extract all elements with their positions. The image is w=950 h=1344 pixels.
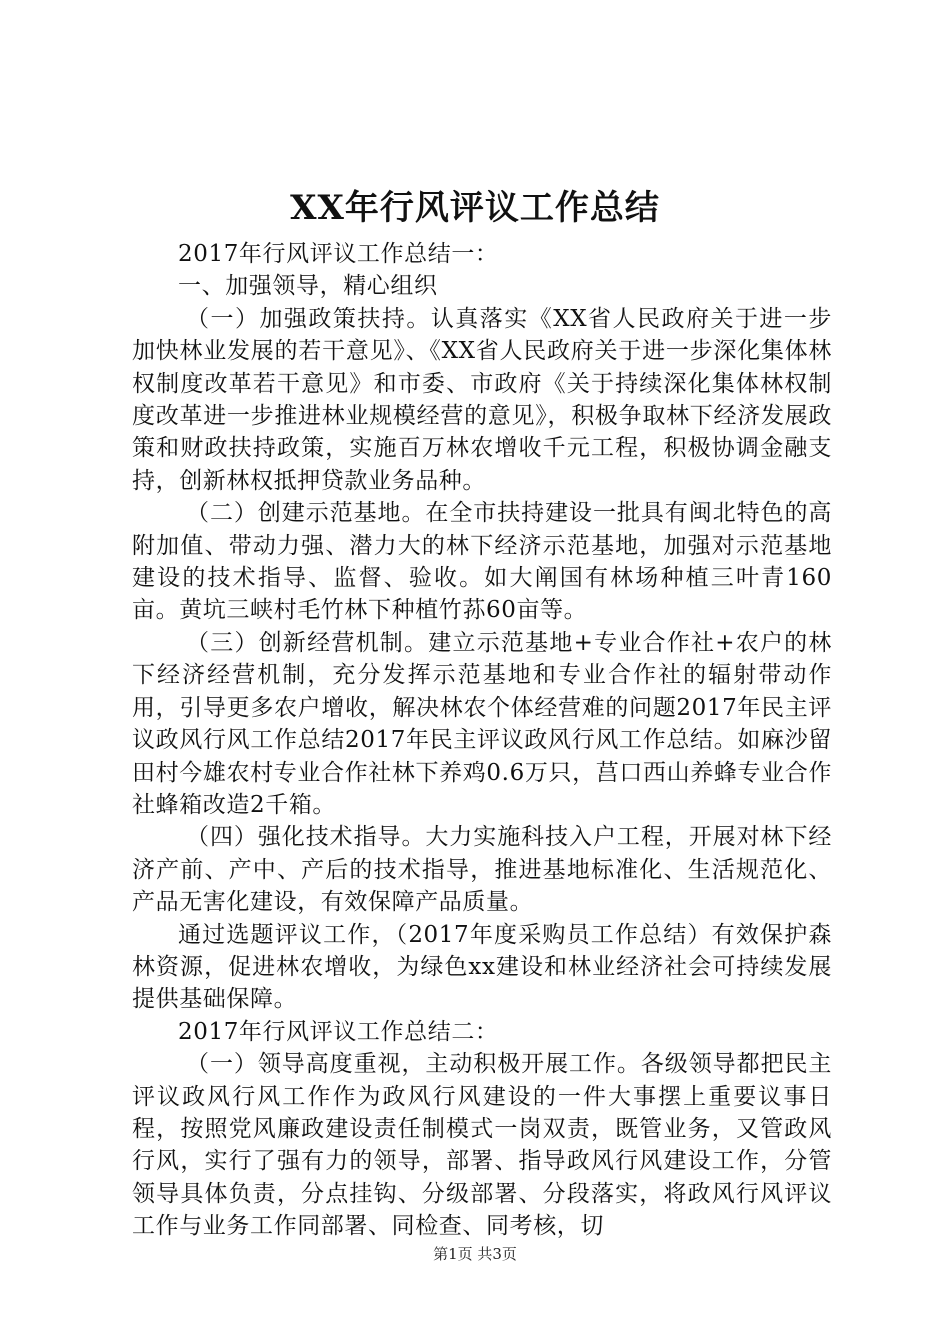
paragraph-summary: 通过选题评议工作，（2017年度采购员工作总结）有效保护森林资源，促进林农增收，为绿色xx建设和林业经济社会可持续发展提供基础保障。 [132,921,832,1013]
page-footer: 第1页 共3页 [433,1245,517,1263]
paragraph-leadership: （一）领导高度重视，主动积极开展工作。各级领导都把民主评议政风行风工作作为政风行风建设的一件大事摆上重要议事日程，按照党风廉政建设责任制模式一岗双责，既管业务，又管政风行风，实行了强有力的领导，部署、指导政风行风建设工作，分管领导具体负责，分点挂钩、分级部署、分段落实，将政风行风评议工作与业务工作同部署、同检查、同考核，切 [132,1051,832,1240]
section-heading-one: 2017年行风评议工作总结一： [178,241,499,267]
document-body [132,238,832,1243]
subsection-heading: 一、加强领导，精心组织 [178,273,438,300]
section-heading-two: 2017年行风评议工作总结二： [178,1018,499,1045]
paragraph-technical-guidance: （四）强化技术指导。大力实施科技入户工程，开展对林下经济产前、产中、产后的技术指导，推进基地标准化、生活规范化、产品无害化建设，有效保障产品质量。 [132,824,832,916]
document-title: XX年行风评议工作总结 [290,188,660,228]
paragraph-demo-base: （二）创建示范基地。在全市扶持建设一批具有闽北特色的高附加值、带动力强、潜力大的林下经济示范基地，加强对示范基地建设的技术指导、监督、验收。如大阐国有林场种植三叶青160亩。黄坑三峡村毛竹林下种植竹荪60亩等。 [132,500,832,624]
paragraph-business-mechanism: （三）创新经营机制。建立示范基地+专业合作社+农户的林下经济经营机制，充分发挥示范基地和专业合作社的辐射带动作用，引导更多农户增收，解决林农个体经营难的问题2017年民主评议政风行风工作总结2017年民主评议政风行风工作总结。如麻沙留田村今雄农村专业合作社林下养鸡0.6万只，莒口西山养蜂专业合作社蜂箱改造2千箱。 [132,629,832,818]
paragraph-policy-support: （一）加强政策扶持。认真落实《XX省人民政府关于进一步加快林业发展的若干意见》、《XX省人民政府关于进一步深化集体林权制度改革若干意见》和市委、市政府《关于持续深化集体林权制度改革进一步推进林业规模经营的意见》，积极争取林下经济发展政策和财政扶持政策，实施百万林农增收千元工程，积极协调金融支持，创新林权抵押贷款业务品种。 [132,305,832,494]
